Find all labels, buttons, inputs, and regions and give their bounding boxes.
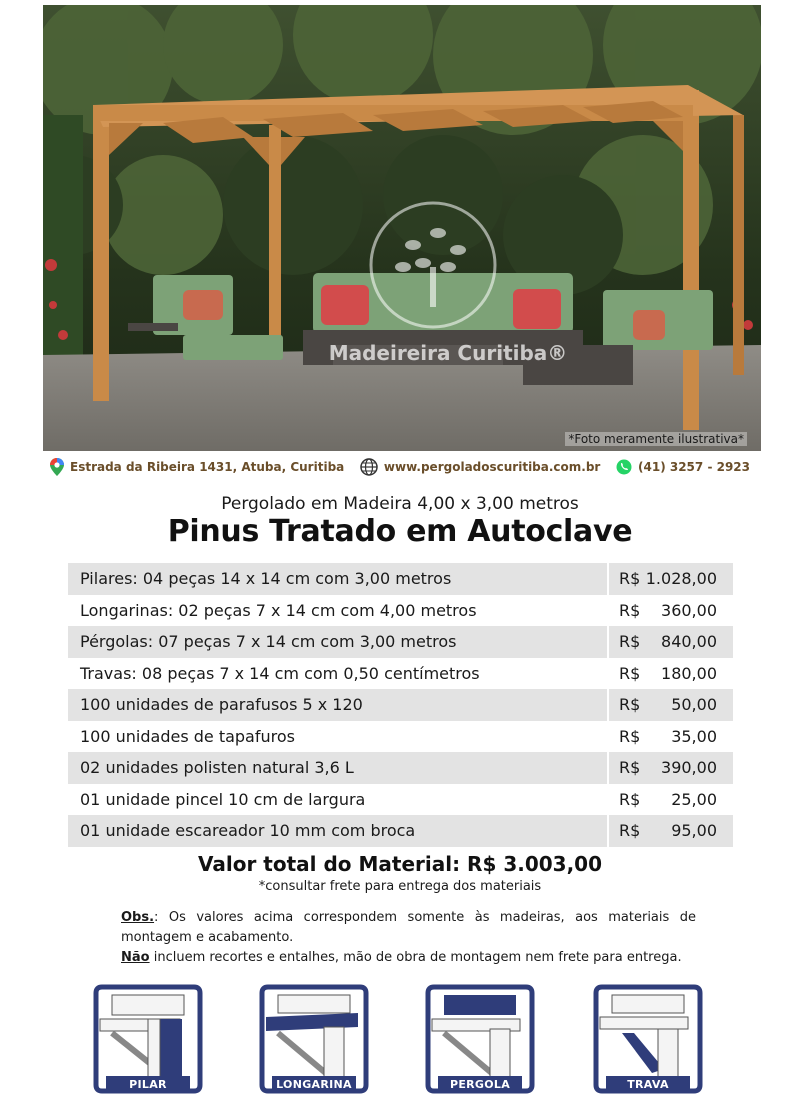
globe-icon [360,458,378,476]
currency-symbol: R$ [619,632,641,652]
item-price [607,689,733,721]
address-text: Estrada da Ribeira 1431, Atuba, Curitiba [70,460,345,474]
item-price [607,563,733,595]
price-value: 180,00 [661,663,717,683]
item-price [607,752,733,784]
price-table [68,563,733,847]
item-description: Travas: 08 peças 7 x 14 cm com 0,50 centímetros [80,663,480,683]
currency-symbol: R$ [619,600,641,620]
website-item[interactable] [360,458,600,476]
observations [121,908,696,968]
item-description: 100 unidades de tapafuros [80,726,295,746]
item-description: Pilares: 04 peças 14 x 14 cm com 3,00 metros [68,563,607,595]
currency-symbol: R$ [619,726,641,746]
table-row [68,784,733,816]
price-value: 360,00 [661,600,717,620]
total-value: Valor total do Material: R$ 3.003,00 [197,852,603,876]
price-value: 35,00 [671,726,717,746]
component-diagrams [92,983,712,1095]
item-price [607,595,733,627]
diagram-pergola [424,983,536,1095]
table-row [68,658,733,690]
currency-symbol: R$ [619,789,641,809]
diagram-label: PILAR [106,1076,190,1092]
nao-text: incluem recortes e entalhes, mão de obra de montagem nem frete para entrega. [149,950,682,965]
item-price [607,815,733,847]
diagram-trava [592,983,704,1095]
phone-number[interactable]: (41) 3257 - 2923 [638,460,750,474]
item-price [607,626,733,658]
currency-symbol: R$ [619,758,641,778]
currency-symbol: R$ [619,663,641,683]
currency-symbol: R$ [619,569,641,589]
website-link[interactable]: www.pergoladoscuritiba.com.br [383,460,601,474]
product-subtitle: Pergolado em Madeira 4,00 x 3,00 metros [221,494,579,514]
item-description: Longarinas: 02 peças 7 x 14 cm com 4,00 metros [80,600,477,620]
pergola-photo [43,5,761,451]
whatsapp-icon [616,459,632,475]
price-value: 840,00 [661,632,717,652]
price-value: 390,00 [661,758,717,778]
item-price [607,658,733,690]
item-description: 100 unidades de parafusos 5 x 120 [68,689,607,721]
nao-label: Não [121,950,150,965]
table-row [68,595,733,627]
table-row [68,626,733,658]
obs-text: : Os valores acima correspondem somente às madeiras, aos materiais de montagem e acabamento. [121,910,696,945]
contact-bar [50,456,750,478]
obs-label: Obs. [121,910,155,925]
product-title: Pinus Tratado em Autoclave [167,514,633,549]
item-description: Pérgolas: 07 peças 7 x 14 cm com 3,00 metros [68,626,607,658]
table-row [68,563,733,595]
obs-paragraph [121,908,696,948]
pergola-illustration [43,5,761,451]
item-description: 01 unidade pincel 10 cm de largura [80,789,366,809]
item-description: 01 unidade escareador 10 mm com broca [68,815,607,847]
table-row [68,689,733,721]
price-value: 95,00 [671,821,717,841]
table-row [68,752,733,784]
diagram-longarina [258,983,370,1095]
freight-note: *consultar frete para entrega dos materiais [258,879,542,894]
item-price [607,721,733,753]
item-description: 02 unidades polisten natural 3,6 L [68,752,607,784]
map-pin-icon [50,458,64,476]
currency-symbol: R$ [619,821,641,841]
diagram-pilar [92,983,204,1095]
price-value: 25,00 [671,789,717,809]
diagram-label: LONGARINA [272,1076,356,1092]
watermark-text: Madeireira Curitiba® [328,341,568,365]
nao-paragraph [121,948,696,968]
photo-caption: *Foto meramente ilustrativa* [565,432,747,446]
price-value: 50,00 [671,695,717,715]
diagram-label: TRAVA [606,1076,690,1092]
table-row [68,815,733,847]
phone-item[interactable] [616,459,750,475]
table-row [68,721,733,753]
currency-symbol: R$ [619,695,641,715]
price-value: 1.028,00 [645,569,717,589]
diagram-label: PERGOLA [438,1076,522,1092]
address-item [50,458,344,476]
item-price [607,784,733,816]
